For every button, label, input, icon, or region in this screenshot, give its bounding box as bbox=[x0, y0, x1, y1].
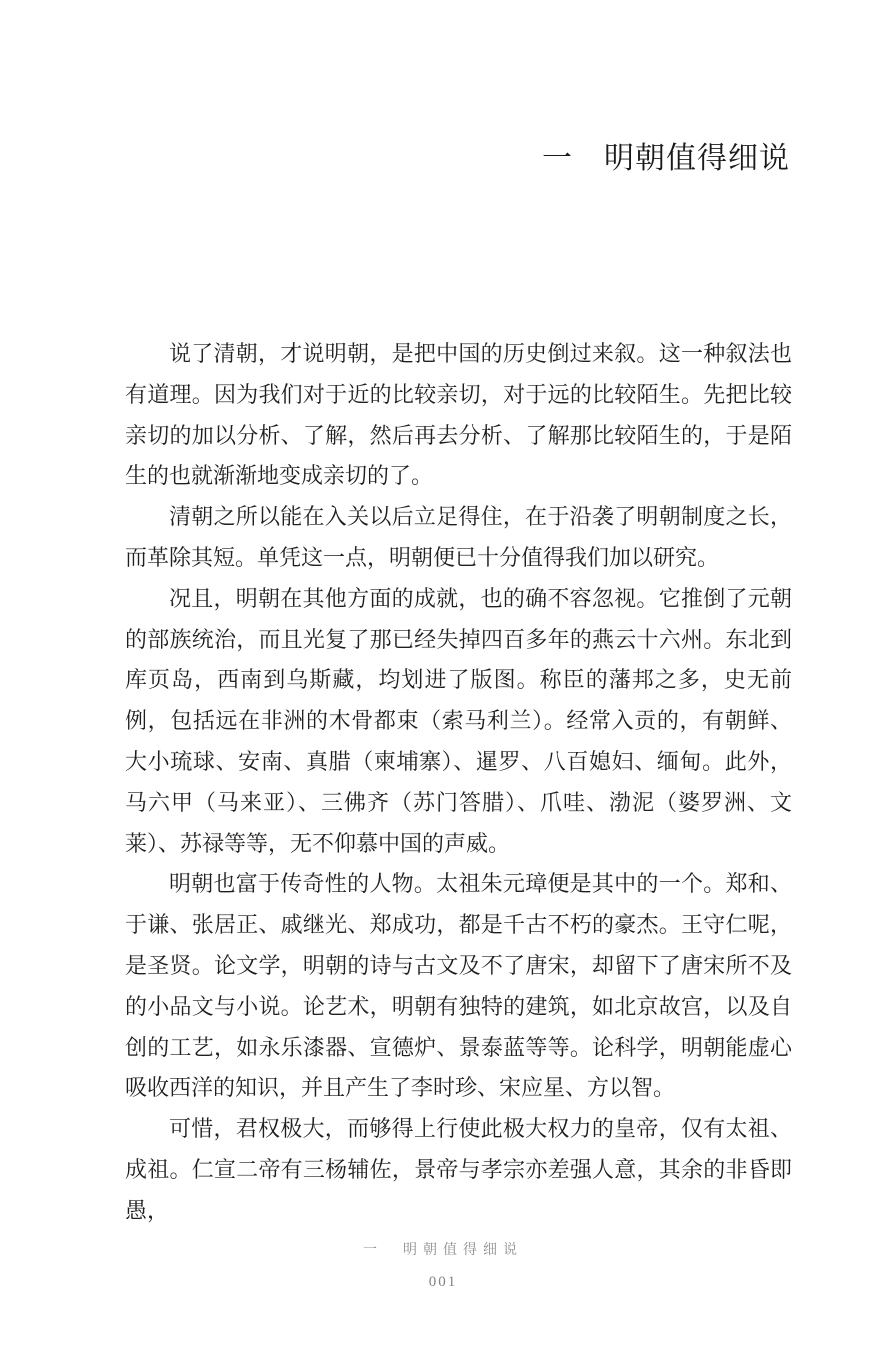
body-paragraph: 说了清朝，才说明朝，是把中国的历史倒过来叙。这一种叙法也有道理。因为我们对于近的比较亲切，对于远的比较陌生。先把比较亲切的加以分析、了解，然后再去分析、了解那比较陌生的，于是陌生的也就渐渐地变成亲切的了。 bbox=[125, 341, 792, 489]
body-paragraph: 明朝也富于传奇性的人物。太祖朱元璋便是其中的一个。郑和、于谦、张居正、戚继光、郑成功，都是千古不朽的豪杰。王守仁呢，是圣贤。论文学，明朝的诗与古文及不了唐宋，却留下了唐宋所不及的小品文与小说。论艺术，明朝有独特的建筑，如北京故宫，以及自创的工艺，如永乐漆器、宣德炉、景泰蓝等等。论科学，明朝能虚心吸收西洋的知识，并且产生了李时珍、宋应星、方以智。 bbox=[125, 871, 792, 1101]
page-number: 001 bbox=[428, 1274, 458, 1290]
running-title: 一 明朝值得细说 bbox=[363, 1241, 523, 1257]
page-footer bbox=[0, 1239, 886, 1291]
chapter-title: 一 明朝值得细说 bbox=[542, 142, 790, 175]
body-text bbox=[125, 334, 792, 1232]
body-paragraph: 清朝之所以能在入关以后立足得住，在于沿袭了明朝制度之长，而革除其短。单凭这一点，明朝便已十分值得我们加以研究。 bbox=[125, 504, 792, 570]
body-paragraph: 可惜，君权极大，而够得上行使此极大权力的皇帝，仅有太祖、成祖。仁宣二帝有三杨辅佐，景帝与孝宗亦差强人意，其余的非昏即愚， bbox=[125, 1116, 792, 1223]
body-paragraph: 况且，明朝在其他方面的成就，也的确不容忽视。它推倒了元朝的部族统治，而且光复了那已经失掉四百多年的燕云十六州。东北到库页岛，西南到乌斯藏，均划进了版图。称臣的藩邦之多，史无前例，包括远在非洲的木骨都束（索马利兰）。经常入贡的，有朝鲜、大小琉球、安南、真腊（柬埔寨）、暹罗、八百媳妇、缅甸。此外，马六甲（马来亚）、三佛齐（苏门答腊）、爪哇、渤泥（婆罗洲、文莱）、苏禄等等，无不仰慕中国的声威。 bbox=[125, 585, 792, 856]
